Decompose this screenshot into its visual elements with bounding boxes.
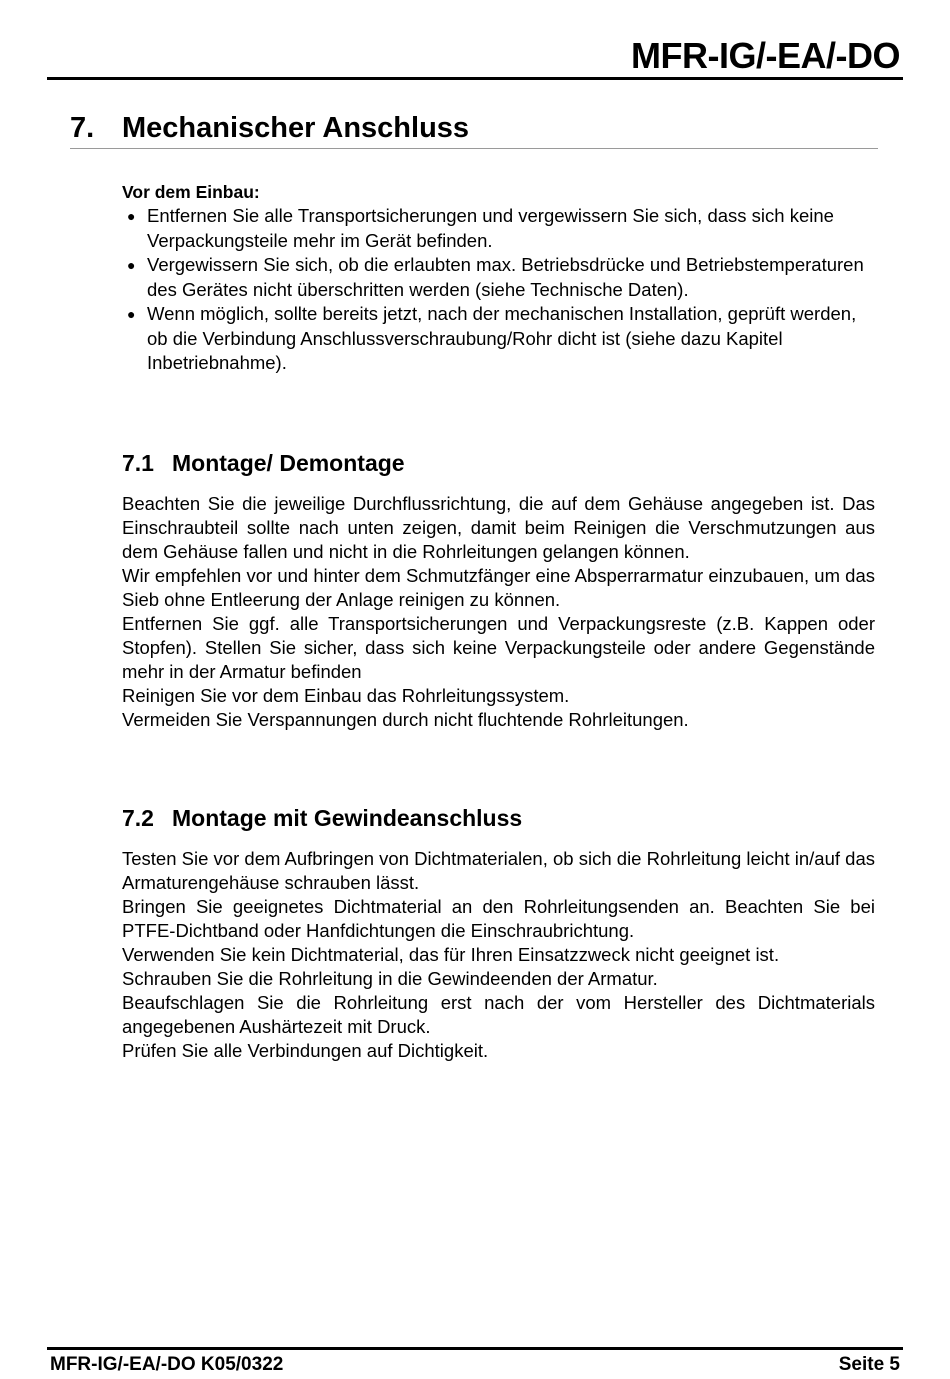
bullet-icon: ● — [127, 208, 136, 224]
header-title: MFR-IG/-EA/-DO — [631, 35, 900, 76]
footer-rule — [47, 1347, 903, 1350]
chapter-number: 7. — [70, 112, 95, 144]
chapter-rule — [70, 148, 878, 149]
paragraph: Beachten Sie die jeweilige Durchflussrichtung, die auf dem Gehäuse angegeben ist. Das Einschraubteil sollte nach unten zeigen, damit beim Reinigen die Verschmutzungen aus dem Gehäuse fallen und nicht in die Rohrleitungen gelangen können. — [122, 493, 875, 562]
paragraph: Verwenden Sie kein Dichtmaterial, das für Ihren Einsatzzweck nicht geeignet ist. — [122, 944, 780, 965]
paragraph: Beaufschlagen Sie die Rohrleitung erst nach der vom Hersteller des Dichtmaterials angegebenen Aushärtezeit mit Druck. — [122, 992, 875, 1037]
before-install-list — [122, 204, 875, 376]
section-7-1 — [122, 448, 875, 732]
section-title: Montage/ Demontage — [172, 450, 405, 476]
list-item: ● Wenn möglich, sollte bereits jetzt, nach der mechanischen Installation, geprüft werden, ob die Verbindung Anschlussverschraubung/Rohr dicht ist (siehe dazu Kapitel Inbetriebnahme). — [127, 303, 857, 373]
section-number: 7.1 — [122, 450, 154, 476]
bullet-icon: ● — [127, 306, 136, 322]
footer-doc-id: MFR-IG/-EA/-DO K05/0322 — [50, 1354, 284, 1375]
section-7-1-body — [122, 492, 875, 732]
header-rule — [47, 77, 903, 80]
paragraph: Entfernen Sie ggf. alle Transportsicherungen und Verpackungsreste (z.B. Kappen oder Stopfen). Stellen Sie sicher, dass sich keine Verpackungsteile oder andere Gegenstände mehr in der Armatur befinden — [122, 613, 875, 682]
section-7-2 — [122, 803, 875, 1063]
paragraph: Testen Sie vor dem Aufbringen von Dichtmaterialen, ob sich die Rohrleitung leicht in/auf das Armaturengehäuse schrauben lässt. — [122, 848, 875, 893]
paragraph: Prüfen Sie alle Verbindungen auf Dichtigkeit. — [122, 1040, 489, 1061]
section-7-2-body — [122, 847, 875, 1063]
footer-page-number: Seite 5 — [838, 1354, 900, 1375]
list-item: ● Entfernen Sie alle Transportsicherungen und vergewissern Sie sich, dass sich keine Verpackungsteile mehr im Gerät befinden. — [127, 205, 834, 251]
bullet-icon: ● — [127, 257, 136, 273]
list-item: ● Vergewissern Sie sich, ob die erlaubten max. Betriebsdrücke und Betriebstemperaturen des Gerätes nicht überschritten werden (siehe Technische Daten). — [127, 254, 864, 300]
before-install-section — [122, 180, 875, 376]
chapter-heading — [70, 108, 469, 148]
paragraph: Schrauben Sie die Rohrleitung in die Gewindeenden der Armatur. — [122, 968, 658, 989]
paragraph: Vermeiden Sie Verspannungen durch nicht fluchtende Rohrleitungen. — [122, 709, 689, 730]
paragraph: Wir empfehlen vor und hinter dem Schmutzfänger eine Absperrarmatur einzubauen, um das Sieb ohne Entleerung der Anlage reinigen zu können. — [122, 565, 875, 610]
section-number: 7.2 — [122, 805, 154, 831]
section-title: Montage mit Gewindeanschluss — [172, 805, 523, 831]
chapter-title: Mechanischer Anschluss — [122, 112, 470, 144]
section-7-2-heading — [122, 803, 875, 833]
before-install-heading: Vor dem Einbau: — [122, 182, 260, 202]
paragraph: Bringen Sie geeignetes Dichtmaterial an den Rohrleitungsenden an. Beachten Sie bei PTFE-Dichtband oder Hanfdichtungen die Einschraubrichtung. — [122, 896, 875, 941]
paragraph: Reinigen Sie vor dem Einbau das Rohrleitungssystem. — [122, 685, 570, 706]
section-7-1-heading — [122, 448, 875, 478]
